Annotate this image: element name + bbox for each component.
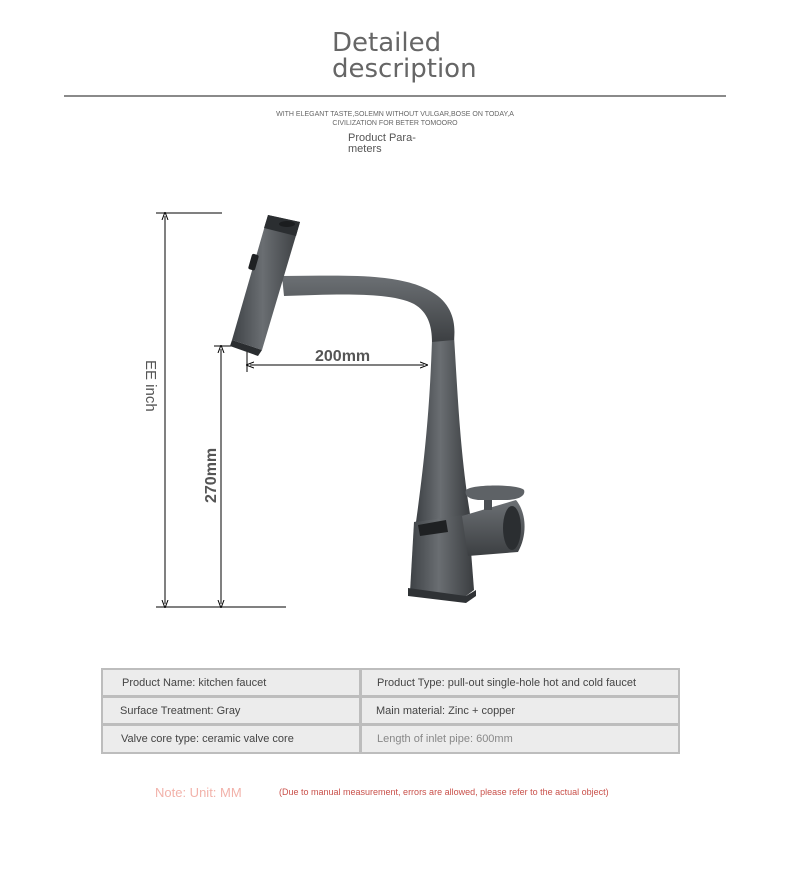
- spec-cell-inlet: [362, 726, 678, 752]
- spec-table: [101, 668, 680, 754]
- spec-cell-surface: [103, 698, 359, 723]
- tagline-line-2: CIVILIZATION FOR BETER TOMOORO: [332, 120, 458, 127]
- title-line-1: Detailed: [332, 28, 442, 58]
- spec-cell-valve: [103, 726, 359, 752]
- measurement-disclaimer: (Due to manual measurement, errors are allowed, please refer to the actual object): [279, 787, 609, 797]
- spec-inlet-pipe-length: Length of inlet pipe: 600mm: [377, 733, 513, 745]
- spec-cell-type: [362, 670, 678, 695]
- spout-height-dimension: [203, 346, 246, 604]
- spec-cell-name: [103, 670, 359, 695]
- unit-note: Note: Unit: MM: [155, 785, 242, 800]
- spout-height-label: 270mm: [203, 447, 220, 503]
- spec-product-name: Product Name: kitchen faucet: [122, 676, 267, 689]
- spec-main-material: Main material: Zinc + copper: [376, 704, 516, 717]
- spec-valve-core: Valve core type: ceramic valve core: [121, 733, 294, 745]
- params-line-1: Product Para-: [348, 132, 416, 144]
- faucet-illustration: [230, 215, 525, 603]
- spec-cell-material: [362, 698, 678, 723]
- title-line-2: description: [332, 54, 477, 84]
- spout-reach-dimension: [247, 348, 424, 372]
- spec-surface-treatment: Surface Treatment: Gray: [120, 704, 241, 717]
- tagline-line-1: WITH ELEGANT TASTE,SOLEMN WITHOUT VULGAR,BOSE ON TODAY,A: [276, 111, 514, 118]
- spout-reach-label: 200mm: [315, 348, 371, 365]
- spec-product-type: Product Type: pull-out single-hole hot and cold faucet: [377, 676, 637, 689]
- params-line-2: meters: [348, 143, 382, 155]
- total-height-label: EE inch: [142, 360, 159, 412]
